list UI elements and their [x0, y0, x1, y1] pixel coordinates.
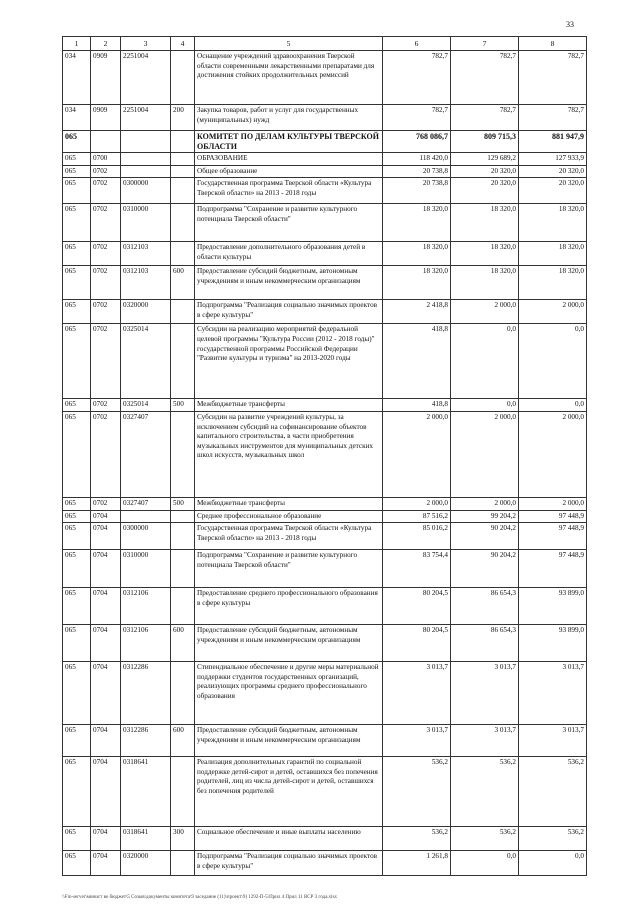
code-section-cell: 0909 — [91, 105, 121, 131]
amount-2016-cell: 3 013,7 — [451, 662, 519, 725]
code-target-cell — [121, 131, 171, 153]
amount-2015-cell: 85 016,2 — [383, 523, 451, 550]
table-row — [63, 757, 587, 827]
item-name-cell: Реализация дополнительных гарантий по социальной поддержке детей-сирот и детей, оставшихся без попечения родителей, лиц из числа детей-сирот и детей, оставшихся без попечения родителей — [195, 757, 383, 827]
code-admin-cell: 065 — [63, 625, 91, 662]
code-target-cell: 0312286 — [121, 725, 171, 757]
item-name-cell: Среднее профессиональное образование — [195, 510, 383, 523]
amount-2015-cell: 20 738,8 — [383, 178, 451, 204]
amount-2017-cell: 97 448,9 — [519, 510, 587, 523]
amount-2017-cell: 20 320,0 — [519, 165, 587, 178]
amount-2016-cell: 536,2 — [451, 757, 519, 827]
code-admin-cell: 034 — [63, 51, 91, 105]
amount-2017-cell: 18 320,0 — [519, 204, 587, 242]
item-name-cell: Субсидии на реализацию мероприятий федеральной целевой программы "Культура России (2012 - 2018 годы)" государственной программы Российской Федерации "Развитие культуры и туризма" на 2013-2020 годы — [195, 324, 383, 399]
code-target-cell: 0312103 — [121, 266, 171, 300]
code-target-cell — [121, 165, 171, 178]
amount-2016-cell: 809 715,3 — [451, 131, 519, 153]
item-name-cell: Межбюджетные трансферты — [195, 497, 383, 510]
amount-2016-cell: 129 689,2 — [451, 153, 519, 166]
table-row — [63, 266, 587, 300]
code-target-cell: 0312103 — [121, 242, 171, 266]
amount-2015-cell: 83 754,4 — [383, 550, 451, 588]
item-name-cell: Государственная программа Тверской области «Культура Тверской области» на 2013 - 2018 годы — [195, 523, 383, 550]
code-section-cell: 0702 — [91, 411, 121, 497]
amount-2017-cell: 2 000,0 — [519, 300, 587, 324]
amount-2016-cell: 2 000,0 — [451, 411, 519, 497]
amount-2015-cell: 768 086,7 — [383, 131, 451, 153]
header-cell: 6 — [383, 37, 451, 51]
table-row — [63, 523, 587, 550]
amount-2016-cell: 536,2 — [451, 827, 519, 851]
code-section-cell: 0704 — [91, 827, 121, 851]
code-section-cell: 0704 — [91, 510, 121, 523]
amount-2017-cell: 93 899,0 — [519, 625, 587, 662]
table-row — [63, 300, 587, 324]
table-row — [63, 324, 587, 399]
code-expense-type-cell — [171, 588, 195, 625]
table-row — [63, 550, 587, 588]
code-expense-type-cell: 500 — [171, 497, 195, 510]
code-target-cell — [121, 153, 171, 166]
code-target-cell — [121, 510, 171, 523]
code-admin-cell: 065 — [63, 497, 91, 510]
amount-2016-cell: 3 013,7 — [451, 725, 519, 757]
amount-2015-cell: 782,7 — [383, 51, 451, 105]
amount-2017-cell: 93 899,0 — [519, 588, 587, 625]
code-admin-cell: 065 — [63, 588, 91, 625]
amount-2016-cell: 90 204,2 — [451, 523, 519, 550]
code-target-cell: 0312286 — [121, 662, 171, 725]
code-expense-type-cell — [171, 204, 195, 242]
amount-2015-cell: 418,8 — [383, 399, 451, 412]
amount-2015-cell: 782,7 — [383, 105, 451, 131]
item-name-cell: КОМИТЕТ ПО ДЕЛАМ КУЛЬТУРЫ ТВЕРСКОЙ ОБЛАСТИ — [195, 131, 383, 153]
code-admin-cell: 065 — [63, 411, 91, 497]
item-name-cell: Предоставление субсидий бюджетным, автономным учреждениям и иным некоммерческим организациям — [195, 725, 383, 757]
code-section-cell: 0702 — [91, 300, 121, 324]
header-cell: 8 — [519, 37, 587, 51]
amount-2015-cell: 18 320,0 — [383, 242, 451, 266]
header-cell: 5 — [195, 37, 383, 51]
amount-2017-cell: 97 448,9 — [519, 523, 587, 550]
amount-2015-cell: 3 013,7 — [383, 662, 451, 725]
code-expense-type-cell — [171, 300, 195, 324]
amount-2017-cell: 2 000,0 — [519, 497, 587, 510]
header-cell: 1 — [63, 37, 91, 51]
code-target-cell: 0312106 — [121, 588, 171, 625]
code-section-cell: 0704 — [91, 662, 121, 725]
amount-2016-cell: 2 000,0 — [451, 497, 519, 510]
table-row — [63, 131, 587, 153]
code-section-cell: 0704 — [91, 523, 121, 550]
code-target-cell: 0310000 — [121, 204, 171, 242]
code-admin-cell: 065 — [63, 165, 91, 178]
header-cell: 3 — [121, 37, 171, 51]
code-target-cell: 0320000 — [121, 851, 171, 876]
table-row — [63, 178, 587, 204]
code-expense-type-cell — [171, 510, 195, 523]
code-section-cell: 0702 — [91, 204, 121, 242]
code-expense-type-cell — [171, 242, 195, 266]
amount-2015-cell: 2 418,8 — [383, 300, 451, 324]
code-section-cell: 0704 — [91, 725, 121, 757]
amount-2017-cell: 0,0 — [519, 851, 587, 876]
code-admin-cell: 065 — [63, 324, 91, 399]
table-row — [63, 204, 587, 242]
amount-2016-cell: 20 320,0 — [451, 178, 519, 204]
table-row — [63, 165, 587, 178]
code-expense-type-cell — [171, 165, 195, 178]
item-name-cell: Закупка товаров, работ и услуг для государственных (муниципальных) нужд — [195, 105, 383, 131]
amount-2017-cell: 0,0 — [519, 399, 587, 412]
amount-2015-cell: 536,2 — [383, 757, 451, 827]
item-name-cell: Подпрограмма "Реализация социально значимых проектов в сфере культуры" — [195, 300, 383, 324]
code-admin-cell: 065 — [63, 510, 91, 523]
code-expense-type-cell — [171, 411, 195, 497]
code-expense-type-cell — [171, 662, 195, 725]
code-admin-cell: 065 — [63, 399, 91, 412]
code-admin-cell: 065 — [63, 523, 91, 550]
code-section-cell: 0702 — [91, 242, 121, 266]
amount-2015-cell: 80 204,5 — [383, 588, 451, 625]
header-row — [63, 37, 587, 51]
code-target-cell: 0320000 — [121, 300, 171, 324]
code-admin-cell: 065 — [63, 300, 91, 324]
amount-2017-cell: 97 448,9 — [519, 550, 587, 588]
amount-2016-cell: 0,0 — [451, 851, 519, 876]
code-expense-type-cell — [171, 523, 195, 550]
amount-2017-cell: 18 320,0 — [519, 266, 587, 300]
amount-2016-cell: 86 654,3 — [451, 588, 519, 625]
amount-2016-cell: 20 320,0 — [451, 165, 519, 178]
code-admin-cell: 065 — [63, 242, 91, 266]
amount-2017-cell: 782,7 — [519, 51, 587, 105]
item-name-cell: Государственная программа Тверской области «Культура Тверской области» на 2013 - 2018 годы — [195, 178, 383, 204]
code-expense-type-cell — [171, 178, 195, 204]
code-expense-type-cell — [171, 550, 195, 588]
code-section-cell: 0704 — [91, 757, 121, 827]
table-row — [63, 105, 587, 131]
amount-2016-cell: 90 204,2 — [451, 550, 519, 588]
item-name-cell: Стипендиальное обеспечение и другие меры материальной поддержки студентов государственных организаций, реализующих программы среднего профессионального образования — [195, 662, 383, 725]
amount-2015-cell: 87 516,2 — [383, 510, 451, 523]
amount-2015-cell: 2 000,0 — [383, 411, 451, 497]
code-admin-cell: 065 — [63, 827, 91, 851]
amount-2015-cell: 18 320,0 — [383, 204, 451, 242]
code-section-cell: 0700 — [91, 153, 121, 166]
code-expense-type-cell — [171, 131, 195, 153]
code-admin-cell: 065 — [63, 266, 91, 300]
code-target-cell: 0300000 — [121, 523, 171, 550]
item-name-cell: Подпрограмма "Сохранение и развитие культурного потенциала Тверской области" — [195, 204, 383, 242]
table-row — [63, 153, 587, 166]
code-section-cell: 0702 — [91, 178, 121, 204]
code-section-cell: 0702 — [91, 399, 121, 412]
code-expense-type-cell — [171, 324, 195, 399]
amount-2015-cell: 80 204,5 — [383, 625, 451, 662]
item-name-cell: Подпрограмма "Реализация социально значимых проектов в сфере культуры" — [195, 851, 383, 876]
code-target-cell: 0318641 — [121, 757, 171, 827]
code-section-cell: 0704 — [91, 588, 121, 625]
code-expense-type-cell — [171, 51, 195, 105]
amount-2016-cell: 782,7 — [451, 105, 519, 131]
item-name-cell: Межбюджетные трансферты — [195, 399, 383, 412]
amount-2016-cell: 18 320,0 — [451, 242, 519, 266]
amount-2016-cell: 18 320,0 — [451, 204, 519, 242]
code-admin-cell: 065 — [63, 131, 91, 153]
amount-2017-cell: 782,7 — [519, 105, 587, 131]
amount-2015-cell: 536,2 — [383, 827, 451, 851]
table-row — [63, 725, 587, 757]
item-name-cell: Предоставление среднего профессионального образования в сфере культуры — [195, 588, 383, 625]
item-name-cell: Общее образование — [195, 165, 383, 178]
amount-2017-cell: 3 013,7 — [519, 725, 587, 757]
code-expense-type-cell: 300 — [171, 827, 195, 851]
amount-2015-cell: 3 013,7 — [383, 725, 451, 757]
table-row — [63, 851, 587, 876]
amount-2017-cell: 18 320,0 — [519, 242, 587, 266]
amount-2015-cell: 418,8 — [383, 324, 451, 399]
code-expense-type-cell: 600 — [171, 625, 195, 662]
code-admin-cell: 065 — [63, 662, 91, 725]
budget-table — [62, 36, 587, 876]
page-number: 33 — [566, 20, 574, 29]
code-section-cell: 0704 — [91, 625, 121, 662]
code-admin-cell: 065 — [63, 757, 91, 827]
amount-2016-cell: 0,0 — [451, 399, 519, 412]
amount-2017-cell: 127 933,9 — [519, 153, 587, 166]
code-section-cell: 0704 — [91, 851, 121, 876]
amount-2016-cell: 2 000,0 — [451, 300, 519, 324]
code-admin-cell: 034 — [63, 105, 91, 131]
item-name-cell: Социальное обеспечение и иные выплаты населению — [195, 827, 383, 851]
header-cell: 2 — [91, 37, 121, 51]
table-row — [63, 51, 587, 105]
table-row — [63, 399, 587, 412]
amount-2017-cell: 3 013,7 — [519, 662, 587, 725]
code-section-cell: 0909 — [91, 51, 121, 105]
code-admin-cell: 065 — [63, 204, 91, 242]
amount-2015-cell: 2 000,0 — [383, 497, 451, 510]
code-admin-cell: 065 — [63, 550, 91, 588]
table-row — [63, 625, 587, 662]
code-admin-cell: 065 — [63, 153, 91, 166]
code-expense-type-cell: 600 — [171, 266, 195, 300]
code-section-cell: 0704 — [91, 550, 121, 588]
item-name-cell: Предоставление субсидий бюджетным, автономным учреждениям и иным некоммерческим организациям — [195, 266, 383, 300]
code-target-cell: 0325014 — [121, 324, 171, 399]
item-name-cell: Оснащение учреждений здравоохранения Тверской области современными лекарственными препаратами для достижения стойких продолжительных ремиссий — [195, 51, 383, 105]
amount-2017-cell: 0,0 — [519, 324, 587, 399]
amount-2016-cell: 86 654,3 — [451, 625, 519, 662]
footer-file-path: \\Fin-server\минист во бюджет\5 Созыв\документы комитета\9 заседание (11)\проект\9) 1292-П-5\Прил 4 Прил 11 ВСР 3 года.xlsx — [62, 895, 338, 900]
item-name-cell: Подпрограмма "Сохранение и развитие культурного потенциала Тверской области" — [195, 550, 383, 588]
amount-2015-cell: 1 261,8 — [383, 851, 451, 876]
code-admin-cell: 065 — [63, 851, 91, 876]
code-section-cell: 0702 — [91, 324, 121, 399]
amount-2017-cell: 20 320,0 — [519, 178, 587, 204]
amount-2017-cell: 2 000,0 — [519, 411, 587, 497]
code-section-cell: 0702 — [91, 497, 121, 510]
code-expense-type-cell: 600 — [171, 725, 195, 757]
item-name-cell: Субсидии на развитие учреждений культуры, за исключением субсидий на софинансирование объектов капитального строительства, в части приобретения музыкальных инструментов для муниципальных детских школ искусств, музыкальных школ — [195, 411, 383, 497]
code-expense-type-cell — [171, 851, 195, 876]
amount-2016-cell: 782,7 — [451, 51, 519, 105]
code-expense-type-cell — [171, 153, 195, 166]
table-row — [63, 662, 587, 725]
table-row — [63, 497, 587, 510]
code-target-cell: 0312106 — [121, 625, 171, 662]
code-target-cell: 2251004 — [121, 51, 171, 105]
code-section-cell — [91, 131, 121, 153]
amount-2015-cell: 118 420,0 — [383, 153, 451, 166]
code-expense-type-cell — [171, 757, 195, 827]
header-cell: 4 — [171, 37, 195, 51]
table-row — [63, 588, 587, 625]
amount-2017-cell: 881 947,9 — [519, 131, 587, 153]
amount-2017-cell: 536,2 — [519, 757, 587, 827]
item-name-cell: Предоставление субсидий бюджетным, автономным учреждениям и иным некоммерческим организациям — [195, 625, 383, 662]
code-target-cell: 0325014 — [121, 399, 171, 412]
amount-2016-cell: 18 320,0 — [451, 266, 519, 300]
code-target-cell: 0310000 — [121, 550, 171, 588]
amount-2016-cell: 0,0 — [451, 324, 519, 399]
amount-2017-cell: 536,2 — [519, 827, 587, 851]
code-section-cell: 0702 — [91, 165, 121, 178]
code-expense-type-cell: 500 — [171, 399, 195, 412]
table-row — [63, 411, 587, 497]
amount-2015-cell: 18 320,0 — [383, 266, 451, 300]
table-row — [63, 827, 587, 851]
item-name-cell: ОБРАЗОВАНИЕ — [195, 153, 383, 166]
amount-2015-cell: 20 738,8 — [383, 165, 451, 178]
table-row — [63, 242, 587, 266]
code-section-cell: 0702 — [91, 266, 121, 300]
code-target-cell: 0327407 — [121, 497, 171, 510]
code-target-cell: 2251004 — [121, 105, 171, 131]
code-admin-cell: 065 — [63, 178, 91, 204]
code-expense-type-cell: 200 — [171, 105, 195, 131]
code-admin-cell: 065 — [63, 725, 91, 757]
item-name-cell: Предоставление дополнительного образования детей в области культуры — [195, 242, 383, 266]
table-row — [63, 510, 587, 523]
code-target-cell: 0318641 — [121, 827, 171, 851]
code-target-cell: 0300000 — [121, 178, 171, 204]
amount-2016-cell: 99 204,2 — [451, 510, 519, 523]
header-cell: 7 — [451, 37, 519, 51]
code-target-cell: 0327407 — [121, 411, 171, 497]
